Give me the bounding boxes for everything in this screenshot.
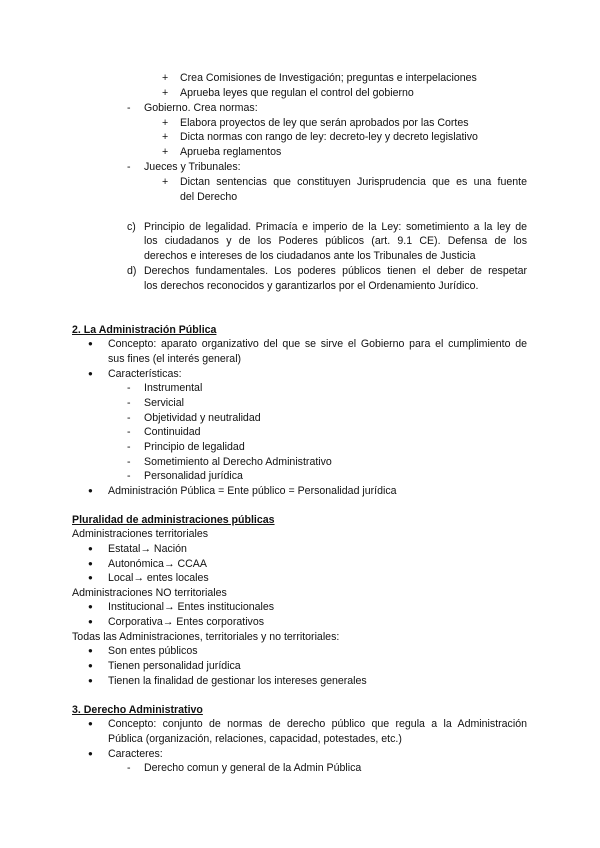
list-item: Sometimiento al Derecho Administrativo bbox=[144, 456, 332, 468]
list-item: Aprueba leyes que regulan el control del gobierno bbox=[180, 87, 414, 99]
dash-marker: - bbox=[127, 382, 131, 394]
list-item: Son entes públicos bbox=[108, 645, 198, 657]
section-heading: 3. Derecho Administrativo bbox=[72, 704, 203, 716]
group-label: Administraciones territoriales bbox=[72, 528, 209, 540]
list-item: Instrumental bbox=[144, 382, 203, 394]
bullet-marker: ● bbox=[88, 617, 93, 626]
bullet-marker: ● bbox=[88, 646, 93, 655]
concepto-line: sus fines (el interés general) bbox=[108, 353, 242, 365]
list-item: Tienen personalidad jurídica bbox=[108, 660, 241, 672]
group-label: Todas las Administraciones, territoriales y no territoriales: bbox=[72, 631, 340, 643]
caracteristicas-label: Características: bbox=[108, 368, 182, 380]
list-item: Dictan sentencias que constituyen Jurisprudencia que es una fuente bbox=[180, 176, 527, 188]
plus-marker: + bbox=[162, 176, 169, 188]
list-item: Corporativa→ Entes corporativos bbox=[108, 616, 265, 628]
list-item: Local→ entes locales bbox=[108, 572, 209, 584]
dash-marker: - bbox=[127, 412, 131, 424]
caracteres-label: Caracteres: bbox=[108, 748, 163, 760]
list-letter: d) bbox=[127, 265, 137, 277]
plus-marker: + bbox=[162, 146, 169, 158]
group-label: Administraciones NO territoriales bbox=[72, 587, 227, 599]
principio-legalidad-line: derechos e intereses de los ciudadanos ante los Tribunales de Justicia bbox=[144, 250, 476, 262]
derechos-fundamentales-line: los derechos reconocidos y garantizarlos por el Ordenamiento Jurídico. bbox=[144, 280, 479, 292]
dash-marker: - bbox=[127, 397, 131, 409]
bullet-marker: ● bbox=[88, 339, 93, 348]
gobierno-label: Gobierno. Crea normas: bbox=[144, 102, 258, 114]
derechos-fundamentales-line: Derechos fundamentales. Los poderes públicos tienen el deber de respetar bbox=[144, 265, 527, 277]
list-item: Institucional→ Entes institucionales bbox=[108, 601, 275, 613]
list-item: Aprueba reglamentos bbox=[180, 146, 282, 158]
list-item-continuation: del Derecho bbox=[180, 191, 238, 203]
list-letter: c) bbox=[127, 221, 136, 233]
bullet-marker: ● bbox=[88, 559, 93, 568]
bullet-marker: ● bbox=[88, 676, 93, 685]
list-item: Derecho comun y general de la Admin Pública bbox=[144, 762, 362, 774]
list-item: Continuidad bbox=[144, 426, 201, 438]
principio-legalidad-line: Principio de legalidad. Primacía e imperio de la Ley: sometimiento a la ley de bbox=[144, 221, 527, 233]
dash-marker: - bbox=[127, 441, 131, 453]
plus-marker: + bbox=[162, 131, 169, 143]
bullet-marker: ● bbox=[88, 573, 93, 582]
list-item: Principio de legalidad bbox=[144, 441, 245, 453]
list-item: Autonómica→ CCAA bbox=[108, 558, 207, 570]
section-heading: Pluralidad de administraciones públicas bbox=[72, 514, 275, 526]
concepto-line: Concepto: conjunto de normas de derecho público que regula a la Administración bbox=[108, 718, 527, 730]
principio-legalidad-line: los ciudadanos y de los Poderes públicos (art. 9.1 CE). Defensa de los bbox=[144, 235, 527, 247]
dash-marker: - bbox=[127, 161, 131, 173]
plus-marker: + bbox=[162, 87, 169, 99]
list-item: Objetividad y neutralidad bbox=[144, 412, 261, 424]
bullet-marker: ● bbox=[88, 369, 93, 378]
list-item: Elabora proyectos de ley que serán aprobados por las Cortes bbox=[180, 117, 469, 129]
list-item: Servicial bbox=[144, 397, 185, 409]
dash-marker: - bbox=[127, 762, 131, 774]
concepto-line: Pública (organización, relaciones, capacidad, potestades, etc.) bbox=[108, 733, 402, 745]
bullet-marker: ● bbox=[88, 544, 93, 553]
bullet-marker: ● bbox=[88, 602, 93, 611]
bullet-marker: ● bbox=[88, 486, 93, 495]
dash-marker: - bbox=[127, 456, 131, 468]
bullet-marker: ● bbox=[88, 719, 93, 728]
concepto-line: Concepto: aparato organizativo del que se sirve el Gobierno para el cumplimiento de bbox=[108, 338, 527, 350]
plus-marker: + bbox=[162, 117, 169, 129]
dash-marker: - bbox=[127, 102, 131, 114]
jueces-label: Jueces y Tribunales: bbox=[144, 161, 241, 173]
list-item: Crea Comisiones de Investigación; preguntas e interpelaciones bbox=[180, 72, 477, 84]
plus-marker: + bbox=[162, 72, 169, 84]
section-heading: 2. La Administración Pública bbox=[72, 324, 217, 336]
list-item: Estatal→ Nación bbox=[108, 543, 187, 555]
list-item: Dicta normas con rango de ley: decreto-ley y decreto legislativo bbox=[180, 131, 478, 143]
equivalencia-line: Administración Pública = Ente público = Personalidad jurídica bbox=[108, 485, 397, 497]
bullet-marker: ● bbox=[88, 749, 93, 758]
dash-marker: - bbox=[127, 426, 131, 438]
list-item: Tienen la finalidad de gestionar los intereses generales bbox=[108, 675, 367, 687]
dash-marker: - bbox=[127, 470, 131, 482]
list-item: Personalidad jurídica bbox=[144, 470, 243, 482]
bullet-marker: ● bbox=[88, 661, 93, 670]
